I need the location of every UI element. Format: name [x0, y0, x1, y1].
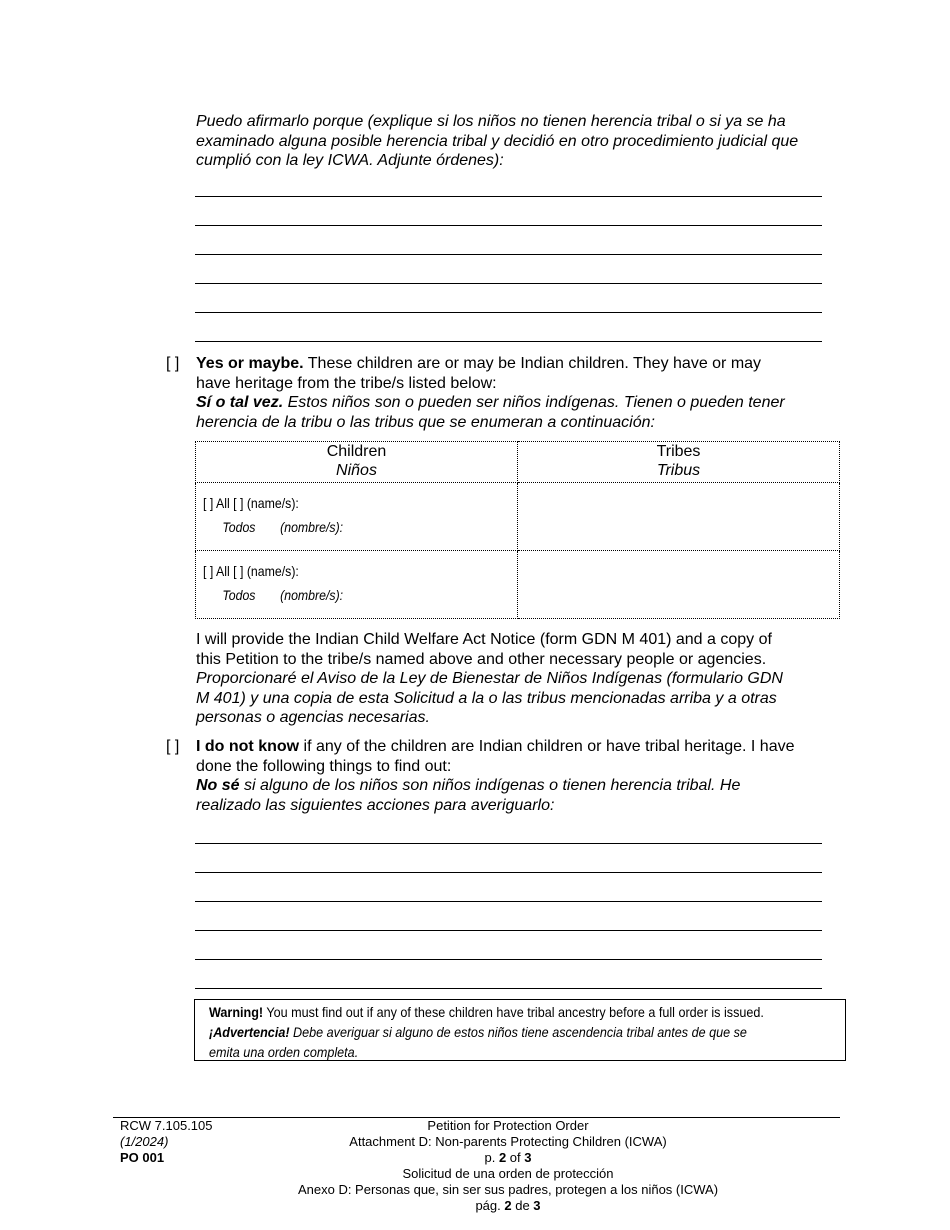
footer-form-id: PO 001: [120, 1150, 165, 1165]
children-tribes-table: [195, 441, 840, 619]
answer-line[interactable]: [195, 988, 822, 989]
pag-number: 2: [504, 1198, 512, 1213]
si-tal-vez-desc-2: herencia de la tribu o las tribus que se enumeran a continuación:: [196, 413, 655, 431]
page-of: of: [506, 1150, 525, 1165]
children-cell[interactable]: [196, 551, 518, 619]
children-header: [196, 442, 518, 483]
intro-line: examinado alguna posible herencia tribal y decidió en otro procedimiento judicial que: [196, 132, 799, 150]
yes-maybe-checkbox[interactable]: [ ]: [166, 355, 180, 372]
footer-left: [120, 1118, 213, 1166]
tribes-cell[interactable]: [518, 483, 840, 551]
yes-maybe-desc-2: have heritage from the tribe/s listed below:: [196, 374, 497, 392]
tribes-cell[interactable]: [518, 551, 840, 619]
pag-total: 3: [533, 1198, 541, 1213]
answer-line[interactable]: [195, 901, 822, 902]
answer-line[interactable]: [195, 225, 822, 226]
answer-line[interactable]: [195, 341, 822, 342]
answer-line[interactable]: [195, 959, 822, 960]
notice-es-1: Proporcionaré el Aviso de la Ley de Bienestar de Niños Indígenas (formulario GDN: [196, 670, 783, 687]
answer-line[interactable]: [195, 930, 822, 931]
advertencia-label: ¡Advertencia!: [209, 1024, 290, 1040]
notice-paragraph: [196, 630, 856, 728]
yes-maybe-text: [196, 354, 856, 432]
dont-know-checkbox[interactable]: [ ]: [166, 738, 180, 755]
todos-line: [203, 519, 479, 535]
warning-label: Warning!: [209, 1004, 264, 1020]
pag-prefix: pág.: [475, 1198, 505, 1213]
footer-date: (1/2024): [120, 1134, 169, 1149]
warning-text: You must find out if any of these children have tribal ancestry before a full order is issued.: [263, 1004, 764, 1020]
dont-know-text: [196, 737, 856, 815]
page-total: 3: [524, 1150, 532, 1165]
all-names-line[interactable]: [ ] All [ ] (name/s):: [203, 495, 299, 511]
notice-en-2: this Petition to the tribe/s named above and other necessary people or agencies.: [196, 650, 767, 668]
answer-line[interactable]: [195, 312, 822, 313]
all-names-line[interactable]: [ ] All [ ] (name/s):: [203, 563, 299, 579]
todos-label: Todos: [222, 519, 256, 535]
answer-line[interactable]: [195, 872, 822, 873]
tribes-header-es: Tribus: [656, 462, 701, 479]
answer-line[interactable]: [195, 843, 822, 844]
todos-line: [203, 587, 479, 603]
answer-line[interactable]: [195, 254, 822, 255]
children-header-es: Niños: [336, 462, 377, 479]
notice-en-1: I will provide the Indian Child Welfare Act Notice (form GDN M 401) and a copy of: [196, 631, 772, 648]
children-cell[interactable]: [196, 483, 518, 551]
intro-line: cumplió con la ley ICWA. Adjunte órdenes):: [196, 152, 504, 169]
nombre-label: (nombre/s):: [280, 587, 344, 603]
answer-line[interactable]: [195, 283, 822, 284]
no-se-desc-2: realizado las siguientes acciones para averiguarlo:: [196, 796, 555, 814]
intro-paragraph: [196, 112, 856, 171]
children-header-en: Children: [326, 443, 387, 460]
footer-page-en: [258, 1150, 758, 1166]
nombre-label: (nombre/s):: [280, 519, 344, 535]
footer-subtitle-en: Attachment D: Non-parents Protecting Children (ICWA): [349, 1134, 667, 1149]
yes-maybe-desc: These children are or may be Indian children. They have or may: [303, 355, 762, 372]
si-tal-vez-label: Sí o tal vez.: [196, 394, 284, 411]
answer-line[interactable]: [195, 196, 822, 197]
dont-know-desc: if any of the children are Indian children or have tribal heritage. I have: [299, 738, 795, 755]
tribes-header-en: Tribes: [656, 443, 701, 460]
dont-know-label: I do not know: [196, 738, 300, 755]
footer-subtitle-es: Anexo D: Personas que, sin ser sus padres, protegen a los niños (ICWA): [297, 1182, 719, 1197]
notice-es-2: M 401) y una copia de esta Solicitud a la o las tribus mencionadas arriba y a otras: [196, 689, 777, 707]
notice-es-3: personas o agencias necesarias.: [196, 709, 430, 726]
page-prefix: p.: [484, 1150, 499, 1165]
intro-line: Puedo afirmarlo porque (explique si los niños no tienen herencia tribal o si ya se ha: [196, 113, 786, 130]
footer-title-en: Petition for Protection Order: [427, 1118, 589, 1133]
footer-title-es: Solicitud de una orden de protección: [402, 1166, 614, 1181]
no-se-desc: si alguno de los niños son niños indígenas o tienen herencia tribal. He: [239, 777, 741, 794]
si-tal-vez-desc: Estos niños son o pueden ser niños indígenas. Tienen o pueden tener: [283, 394, 785, 411]
footer-center: [258, 1118, 758, 1214]
yes-maybe-label: Yes or maybe.: [196, 355, 304, 372]
warning-box: [194, 999, 846, 1061]
pag-de: de: [511, 1198, 534, 1213]
no-se-label: No sé: [196, 777, 240, 794]
dont-know-desc-2: done the following things to find out:: [196, 757, 452, 775]
footer-page-es: [258, 1198, 758, 1214]
tribes-header: [518, 442, 840, 483]
page-number: 2: [498, 1150, 507, 1165]
todos-label: Todos: [222, 587, 256, 603]
advertencia-text: Debe averiguar si alguno de estos niños tiene ascendencia tribal antes de que se: [289, 1024, 747, 1040]
footer-rcw: RCW 7.105.105: [120, 1118, 213, 1133]
advertencia-text-2: emita una orden completa.: [209, 1044, 359, 1060]
